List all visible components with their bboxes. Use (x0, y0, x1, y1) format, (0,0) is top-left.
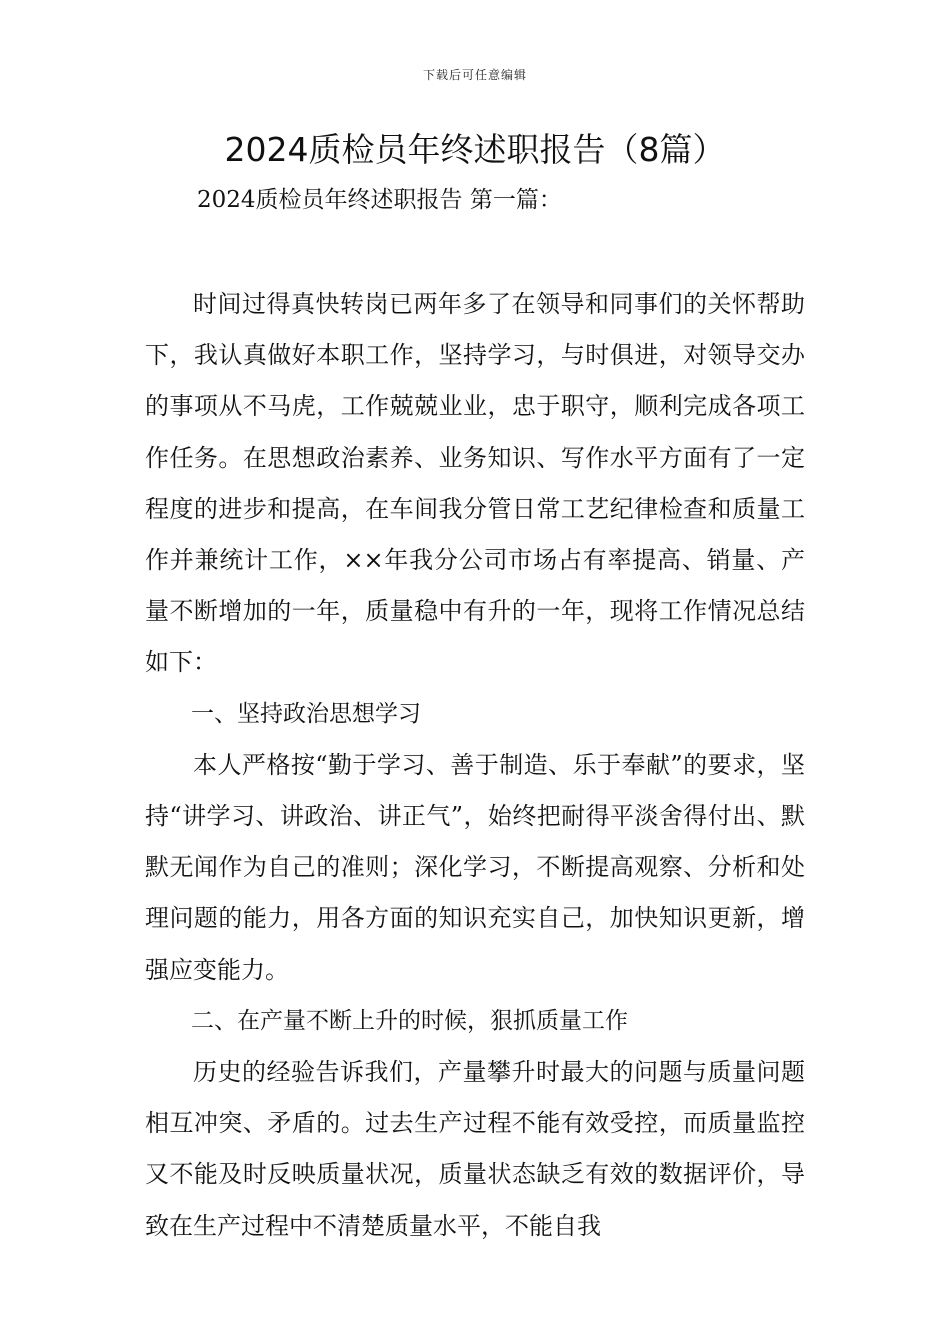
section-subtitle: 2024质检员年终述职报告 第一篇： (197, 187, 562, 213)
section-heading: 一、坚持政治思想学习 (191, 700, 421, 727)
paragraph: 时间过得真快转岗已两年多了在领导和同事们的关怀帮助下，我认真做好本职工作，坚持学习，与时俱进，对领导交办的事项从不马虎，工作兢兢业业，忠于职守，顺利完成各项工作任务。在思想政治素养、业务知识、写作水平方面有了一定程度的进步和提高，在车间我分管日常工艺纪律检查和质量工作并兼统计工作，××年我分公司市场占有率提高、销量、产量不断增加的一年，质量稳中有升的一年，现将工作情况总结如下： (145, 290, 805, 677)
header-note: 下载后可任意编辑 (422, 68, 527, 82)
paragraph: 本人严格按“勤于学习、善于制造、乐于奉献”的要求，坚持“讲学习、讲政治、讲正气”，始终把耐得平淡舍得付出、默默无闻作为自己的准则；深化学习，不断提高观察、分析和处理问题的能力，用各方面的知识充实自己，加快知识更新，增强应变能力。 (145, 750, 805, 984)
section-heading: 二、在产量不断上升的时候，狠抓质量工作 (191, 1007, 628, 1034)
paragraph: 历史的经验告诉我们，产量攀升时最大的问题与质量问题相互冲突、矛盾的。过去生产过程不能有效受控，而质量监控又不能及时反映质量状况，质量状态缺乏有效的数据评价，导致在生产过程中不清楚质量水平，不能自我 (145, 1058, 805, 1240)
document-body (145, 279, 805, 1252)
document-title: 2024质检员年终述职报告（8篇） (224, 130, 726, 169)
